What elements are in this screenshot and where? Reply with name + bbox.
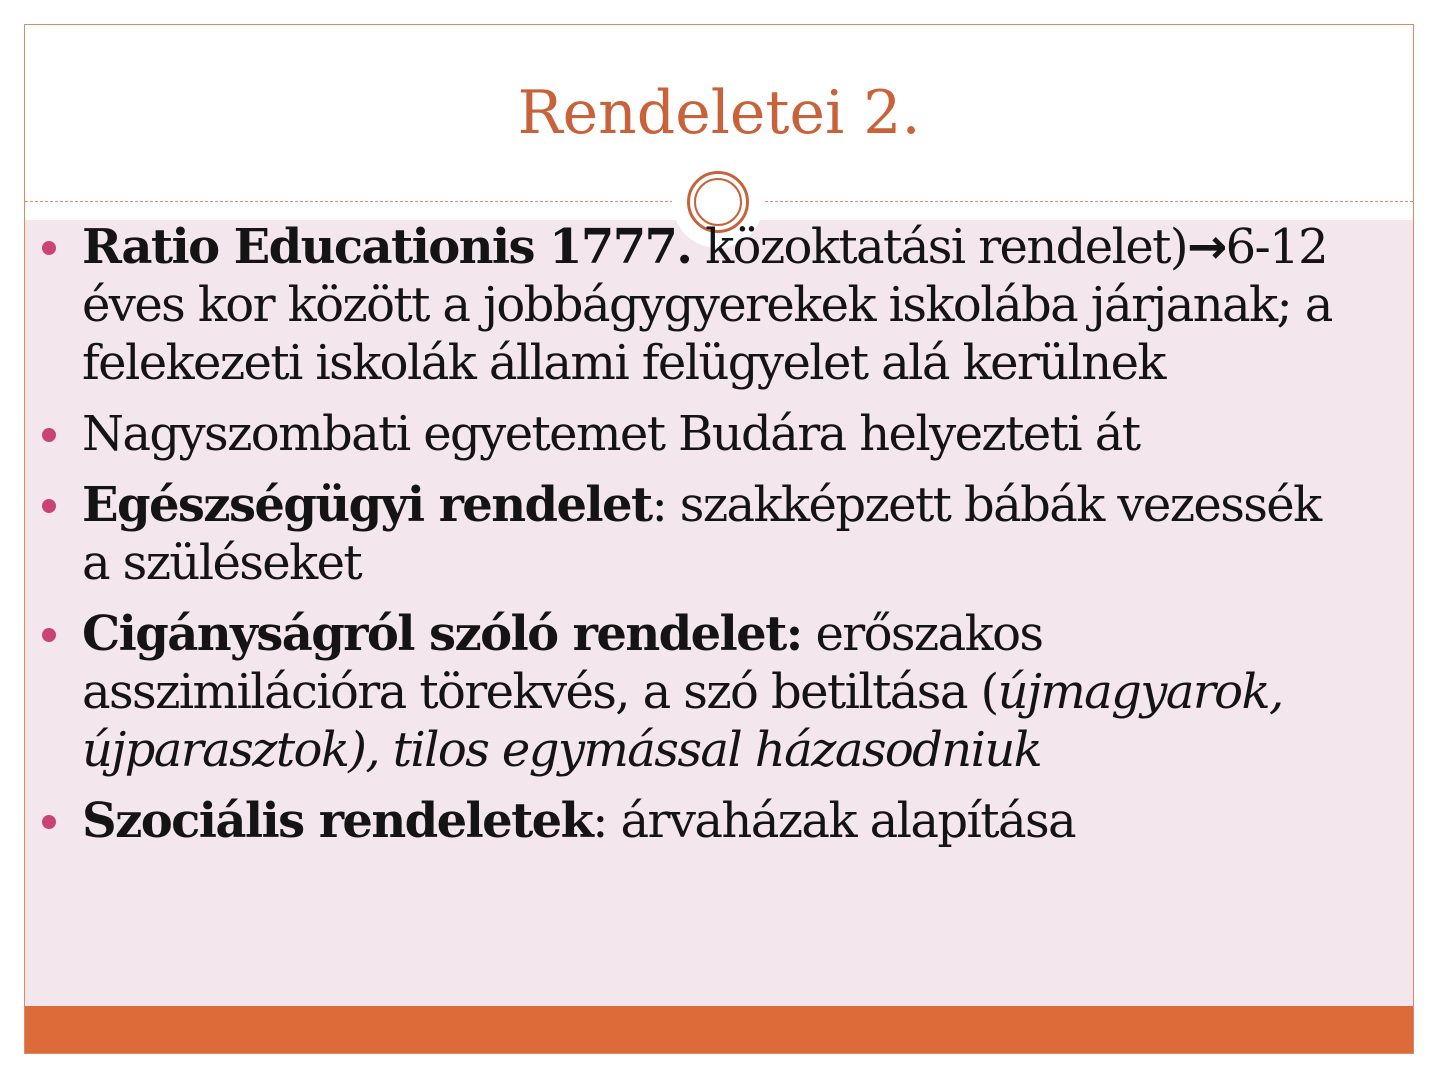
bullet-text: Nagyszombati egyetemet Budára helyezteti át [82,406,1140,462]
bullet-bold-lead: Szociális rendeletek [82,793,593,849]
dot-bullet-icon [42,628,56,642]
bullet-item-ratio-educationis [40,218,1360,392]
bullet-item-szocialis [40,792,1360,850]
bullet-item-ciganysag [40,605,1360,779]
bullet-text: közoktatási rendelet) [691,219,1187,275]
dot-bullet-icon [42,499,56,513]
bullet-list [40,218,1360,863]
slide-title: Rendeletei 2. [517,78,921,148]
bullet-text-rest: 6-12 éves kor között a jobbágygyerekek iskolába járjanak; a felekezeti iskolák állami felügyelet alá kerülnek [82,219,1332,391]
bullet-item-egeszsegugyi [40,476,1360,592]
bullet-text: : szakképzett bábák vezessék a szüléseket [82,477,1321,591]
bullet-item-nagyszombat [40,405,1360,463]
bullet-bold-lead: Egészségügyi rendelet [82,477,652,533]
bullet-bold-lead: Ratio Educationis 1777. [82,219,692,275]
footer-bar [25,1006,1413,1054]
bullet-text: : árvaházak alapítása [592,793,1076,849]
bullet-text: erőszakos asszimilációra törekvés, a szó betiltása ( [82,606,1043,720]
dot-bullet-icon [42,241,56,255]
bullet-italic-text: újmagyarok, újparasztok), tilos egymással házasodniuk [82,664,1283,778]
bullet-bold-lead: Cigányságról szóló rendelet: [82,606,802,662]
dot-bullet-icon [42,815,56,829]
arrow-right-icon: → [1186,219,1226,275]
dot-bullet-icon [42,428,56,442]
